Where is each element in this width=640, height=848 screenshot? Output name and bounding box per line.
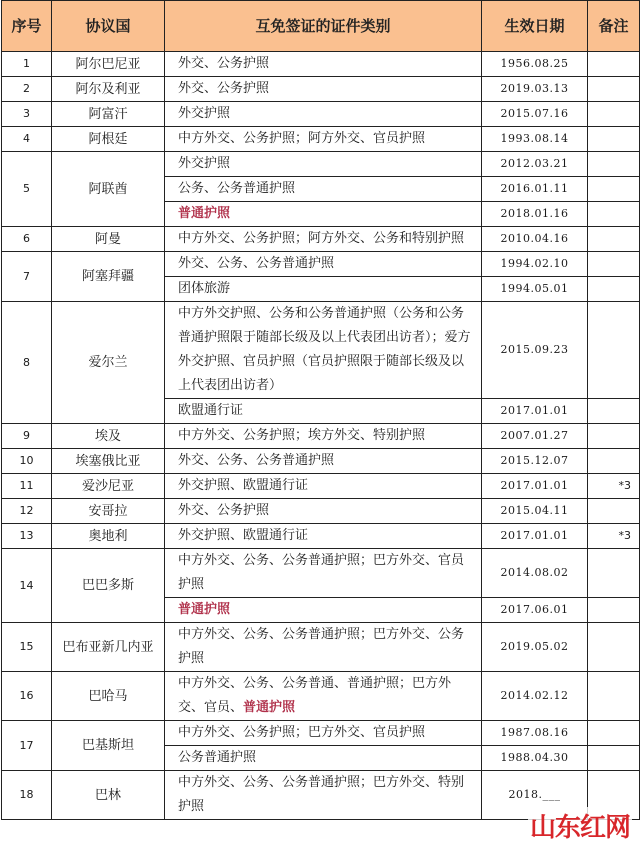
remark bbox=[588, 746, 640, 771]
effective-date: 1994.05.01 bbox=[482, 277, 588, 302]
document-type bbox=[165, 202, 482, 227]
effective-date: 2019.05.02 bbox=[482, 623, 588, 672]
effective-date: 1987.08.16 bbox=[482, 721, 588, 746]
header-note: 备注 bbox=[588, 1, 640, 52]
document-type-text: 公务、公务普通护照 bbox=[178, 181, 296, 196]
document-type bbox=[165, 474, 482, 499]
document-type-text: 普通护照 bbox=[178, 602, 231, 617]
table-header-row bbox=[2, 1, 640, 52]
country-name: 阿联酋 bbox=[52, 152, 165, 227]
row-number: 11 bbox=[2, 474, 52, 499]
table-row bbox=[2, 52, 640, 77]
row-number: 9 bbox=[2, 424, 52, 449]
remark bbox=[588, 152, 640, 177]
country-name: 巴林 bbox=[52, 771, 165, 820]
document-type-text: 中方外交、公务、公务普通护照；巴方外交、公务护照 bbox=[178, 627, 465, 666]
country-name: 阿塞拜疆 bbox=[52, 252, 165, 302]
row-number: 1 bbox=[2, 52, 52, 77]
effective-date: 2017.01.01 bbox=[482, 474, 588, 499]
effective-date: 2017.01.01 bbox=[482, 524, 588, 549]
document-type-text: 中方外交、公务护照；巴方外交、官员护照 bbox=[178, 725, 426, 740]
document-type-text: 欧盟通行证 bbox=[178, 403, 244, 418]
document-type bbox=[165, 623, 482, 672]
country-name: 阿曼 bbox=[52, 227, 165, 252]
effective-date: 2015.12.07 bbox=[482, 449, 588, 474]
effective-date: 2017.01.01 bbox=[482, 399, 588, 424]
watermark-logo: 山东红网 bbox=[528, 807, 632, 844]
document-type-text: 外交、公务护照 bbox=[178, 56, 270, 71]
row-number: 14 bbox=[2, 549, 52, 623]
header-date: 生效日期 bbox=[482, 1, 588, 52]
document-type bbox=[165, 399, 482, 424]
document-type-text: 中方外交、公务护照；阿方外交、官员护照 bbox=[178, 131, 426, 146]
table-row bbox=[2, 499, 640, 524]
document-type-text: 外交、公务、公务普通护照 bbox=[178, 256, 335, 271]
document-type-text: 中方外交、公务、公务普通护照；巴方外交、特别护照 bbox=[178, 775, 465, 814]
document-type-text: 外交护照 bbox=[178, 106, 231, 121]
remark bbox=[588, 252, 640, 277]
effective-date: 2015.07.16 bbox=[482, 102, 588, 127]
effective-date: 1993.08.14 bbox=[482, 127, 588, 152]
document-type-text: 中方外交、公务护照；埃方外交、特别护照 bbox=[178, 428, 426, 443]
country-name: 巴巴多斯 bbox=[52, 549, 165, 623]
remark bbox=[588, 277, 640, 302]
document-type bbox=[165, 127, 482, 152]
row-number: 8 bbox=[2, 302, 52, 424]
effective-date: 2015.04.11 bbox=[482, 499, 588, 524]
effective-date: 2014.08.02 bbox=[482, 549, 588, 598]
country-name: 阿根廷 bbox=[52, 127, 165, 152]
row-number: 17 bbox=[2, 721, 52, 771]
remark bbox=[588, 499, 640, 524]
country-name: 巴布亚新几内亚 bbox=[52, 623, 165, 672]
remark bbox=[588, 449, 640, 474]
remark: *3 bbox=[588, 474, 640, 499]
document-type-text: 外交、公务护照 bbox=[178, 503, 270, 518]
header-no: 序号 bbox=[2, 1, 52, 52]
country-name: 埃及 bbox=[52, 424, 165, 449]
table-row bbox=[2, 623, 640, 672]
document-type-text: 中方外交护照、公务和公务普通护照（公务和公务普通护照限于随部长级及以上代表团出访者）；爱方外交护照、官员护照（官员护照限于随部长级及以上代表团出访者） bbox=[178, 306, 471, 393]
document-type-text: 中方外交、公务护照；阿方外交、公务和特别护照 bbox=[178, 231, 465, 246]
row-number: 5 bbox=[2, 152, 52, 227]
document-type bbox=[165, 449, 482, 474]
document-type bbox=[165, 672, 482, 721]
document-type bbox=[165, 177, 482, 202]
effective-date: 2018.01.16 bbox=[482, 202, 588, 227]
visa-exemption-table bbox=[1, 0, 640, 820]
document-type bbox=[165, 598, 482, 623]
row-number: 3 bbox=[2, 102, 52, 127]
document-type bbox=[165, 549, 482, 598]
country-name: 安哥拉 bbox=[52, 499, 165, 524]
table-row bbox=[2, 474, 640, 499]
remark bbox=[588, 598, 640, 623]
remark bbox=[588, 672, 640, 721]
document-type bbox=[165, 152, 482, 177]
document-type-text: 中方外交、公务、公务普通、普通护照；巴方外交、官员、 bbox=[178, 676, 452, 715]
effective-date: 2010.04.16 bbox=[482, 227, 588, 252]
document-type-text: 外交护照、欧盟通行证 bbox=[178, 528, 309, 543]
row-number: 18 bbox=[2, 771, 52, 820]
table-row bbox=[2, 672, 640, 721]
table-row bbox=[2, 152, 640, 177]
document-type bbox=[165, 102, 482, 127]
table-row bbox=[2, 77, 640, 102]
effective-date: 2016.01.11 bbox=[482, 177, 588, 202]
table-row bbox=[2, 549, 640, 598]
row-number: 13 bbox=[2, 524, 52, 549]
document-type bbox=[165, 252, 482, 277]
document-type bbox=[165, 746, 482, 771]
remark: *3 bbox=[588, 524, 640, 549]
row-number: 12 bbox=[2, 499, 52, 524]
effective-date: 1988.04.30 bbox=[482, 746, 588, 771]
effective-date: 2007.01.27 bbox=[482, 424, 588, 449]
table-row bbox=[2, 449, 640, 474]
effective-date: 1994.02.10 bbox=[482, 252, 588, 277]
effective-date: 2015.09.23 bbox=[482, 302, 588, 399]
document-type-text: 普通护照 bbox=[178, 206, 231, 221]
document-type bbox=[165, 277, 482, 302]
table-row bbox=[2, 424, 640, 449]
row-number: 15 bbox=[2, 623, 52, 672]
remark bbox=[588, 52, 640, 77]
effective-date: 2012.03.21 bbox=[482, 152, 588, 177]
row-number: 2 bbox=[2, 77, 52, 102]
remark bbox=[588, 721, 640, 746]
document-type-text: 中方外交、公务、公务普通护照；巴方外交、官员护照 bbox=[178, 553, 465, 592]
document-type bbox=[165, 499, 482, 524]
table-row bbox=[2, 127, 640, 152]
remark bbox=[588, 302, 640, 399]
row-number: 6 bbox=[2, 227, 52, 252]
remark bbox=[588, 127, 640, 152]
table-row bbox=[2, 227, 640, 252]
document-type bbox=[165, 721, 482, 746]
table-row bbox=[2, 252, 640, 277]
remark bbox=[588, 549, 640, 598]
document-type bbox=[165, 302, 482, 399]
remark bbox=[588, 202, 640, 227]
country-name: 巴哈马 bbox=[52, 672, 165, 721]
header-type: 互免签证的证件类别 bbox=[165, 1, 482, 52]
effective-date: 2018.___ bbox=[482, 771, 588, 820]
document-type bbox=[165, 227, 482, 252]
document-type-text: 外交、公务护照 bbox=[178, 81, 270, 96]
country-name: 巴基斯坦 bbox=[52, 721, 165, 771]
effective-date: 2017.06.01 bbox=[482, 598, 588, 623]
document-type-highlight: 普通护照 bbox=[243, 700, 296, 715]
country-name: 埃塞俄比亚 bbox=[52, 449, 165, 474]
table-row bbox=[2, 524, 640, 549]
country-name: 阿富汗 bbox=[52, 102, 165, 127]
country-name: 阿尔巴尼亚 bbox=[52, 52, 165, 77]
remark bbox=[588, 77, 640, 102]
document-type-text: 团体旅游 bbox=[178, 281, 231, 296]
table-row bbox=[2, 302, 640, 399]
remark bbox=[588, 227, 640, 252]
country-name: 爱沙尼亚 bbox=[52, 474, 165, 499]
header-country: 协议国 bbox=[52, 1, 165, 52]
document-type bbox=[165, 424, 482, 449]
effective-date: 2019.03.13 bbox=[482, 77, 588, 102]
document-type bbox=[165, 771, 482, 820]
country-name: 爱尔兰 bbox=[52, 302, 165, 424]
table-row bbox=[2, 102, 640, 127]
document-type-text: 外交、公务、公务普通护照 bbox=[178, 453, 335, 468]
row-number: 7 bbox=[2, 252, 52, 302]
table-row bbox=[2, 721, 640, 746]
remark bbox=[588, 102, 640, 127]
effective-date: 1956.08.25 bbox=[482, 52, 588, 77]
document-type bbox=[165, 52, 482, 77]
remark bbox=[588, 623, 640, 672]
row-number: 16 bbox=[2, 672, 52, 721]
remark bbox=[588, 399, 640, 424]
document-type-text: 外交护照、欧盟通行证 bbox=[178, 478, 309, 493]
row-number: 4 bbox=[2, 127, 52, 152]
document-type-text: 公务普通护照 bbox=[178, 750, 257, 765]
document-type-text: 外交护照 bbox=[178, 156, 231, 171]
remark bbox=[588, 177, 640, 202]
country-name: 奥地利 bbox=[52, 524, 165, 549]
document-type bbox=[165, 524, 482, 549]
remark bbox=[588, 424, 640, 449]
document-type bbox=[165, 77, 482, 102]
row-number: 10 bbox=[2, 449, 52, 474]
country-name: 阿尔及利亚 bbox=[52, 77, 165, 102]
effective-date: 2014.02.12 bbox=[482, 672, 588, 721]
